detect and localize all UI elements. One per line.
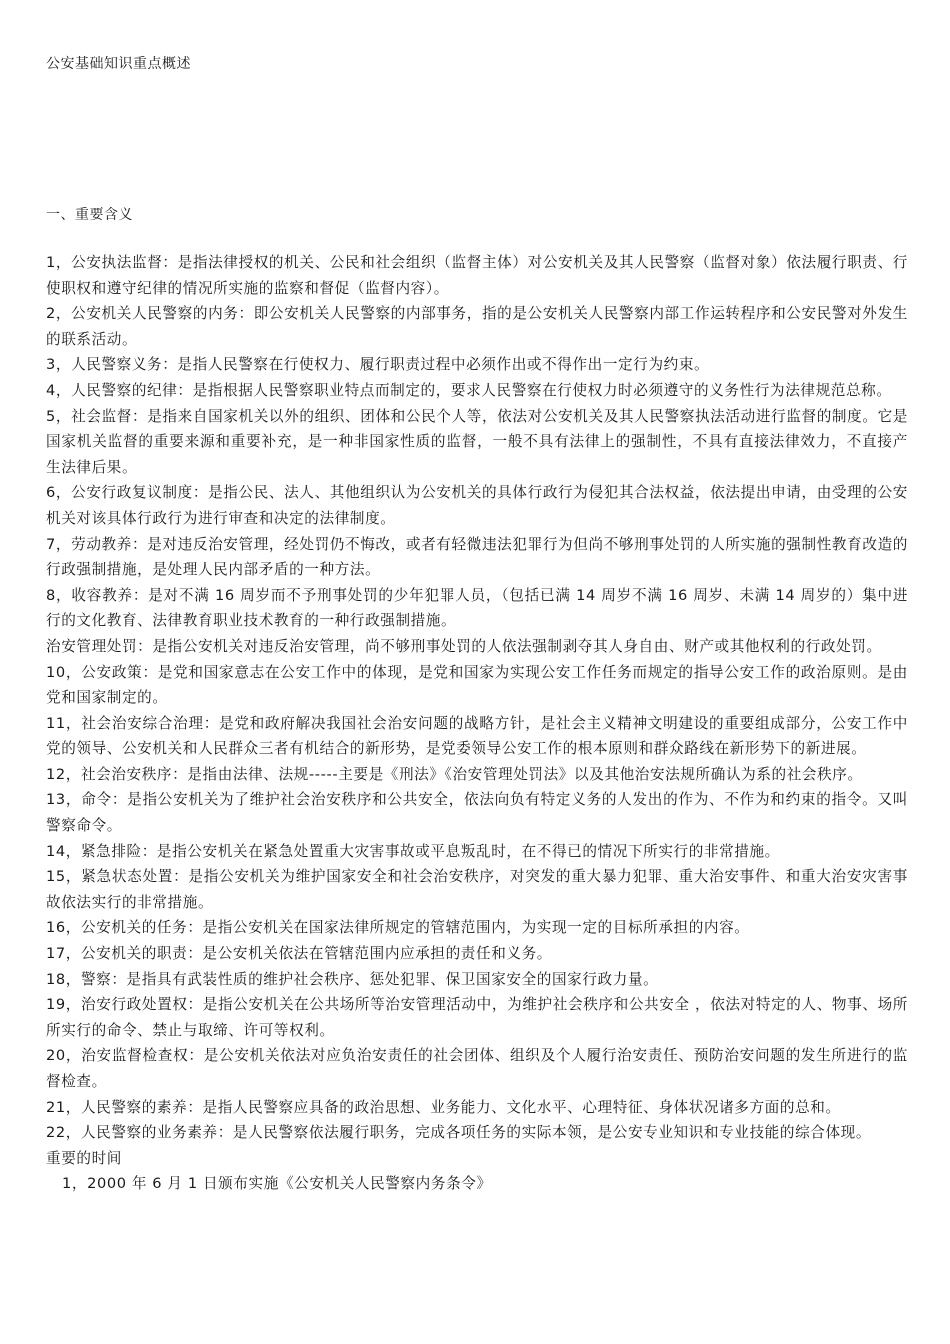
definition-entry: 4，人民警察的纪律：是指根据人民警察职业特点而制定的，要求人民警察在行使权力时必须遵守的义务性行为法律规范总称。 <box>46 381 892 399</box>
times-heading: 重要的时间 <box>46 1149 122 1167</box>
document-title: 公安基础知识重点概述 <box>46 56 191 72</box>
definition-entry: 5，社会监督：是指来自国家机关以外的组织、团体和公民个人等，依法对公安机关及其人民警察执法活动进行监督的制度。它是国家机关监督的重要来源和重要补充，是一种非国家性质的监督，一般不具有法律上的强制性，不具有直接法律效力，不直接产生法律后果。 <box>46 407 908 476</box>
definition-entry: 10，公安政策：是党和国家意志在公安工作中的体现，是党和国家为实现公安工作任务而规定的指导公安工作的政治原则。是由党和国家制定的。 <box>46 663 908 707</box>
definition-entry: 8，收容教养：是对不满 16 周岁而不予刑事处罚的少年犯罪人员，（包括已满 14 周岁不满 16 周岁、未满 14 周岁的）集中进行的文化教育、法律教育职业技术教育的一种行政强制措施。 <box>46 586 908 630</box>
definition-entry: 3，人民警察义务：是指人民警察在行使权力、履行职责过程中必须作出或不得作出一定行为约束。 <box>46 356 710 374</box>
definition-entry: 11，社会治安综合治理：是党和政府解决我国社会治安问题的战略方针，是社会主义精神文明建设的重要组成部分，公安工作中党的领导、公安机关和人民群众三者有机结合的新形势，是党委领导公安工作的根本原则和群众路线在新形势下的新进展。 <box>46 714 908 758</box>
definition-entry: 14，紧急排险：是指公安机关在紧急处置重大灾害事故或平息叛乱时，在不得已的情况下所实行的非常措施。 <box>46 842 780 860</box>
definition-entry: 7，劳动教养：是对违反治安管理，经处罚仍不悔改，或者有轻微违法犯罪行为但尚不够刑事处罚的人所实施的强制性教育改造的行政强制措施，是处理人民内部矛盾的一种方法。 <box>46 535 908 579</box>
definition-entry: 12，社会治安秩序：是指由法律、法规-----主要是《刑法》《治安管理处罚法》以及其他治安法规所确认为系的社会秩序。 <box>46 765 863 783</box>
definition-entry: 15，紧急状态处置：是指公安机关为维护国家安全和社会治安秩序，对突发的重大暴力犯罪、重大治安事件、和重大治安灾害事故依法实行的非常措施。 <box>46 868 908 911</box>
definition-entry: 21，人民警察的素养：是指人民警察应具备的政治思想、业务能力、文化水平、心理特征、身体状况诸多方面的总和。 <box>46 1098 841 1116</box>
definition-entry: 19，治安行政处置权：是指公安机关在公共场所等治安管理活动中，为维护社会秩序和公共安全 ，依法对特定的人、物事、场所所实行的命令、禁止与取缔、许可等权利。 <box>46 996 908 1039</box>
definition-entry: 17，公安机关的职责：是公安机关依法在管辖范围内应承担的责任和义务。 <box>46 945 552 963</box>
time-item: 1，2000 年 6 月 1 日颁布实施《公安机关人民警察内务条令》 <box>62 1175 492 1193</box>
definition-entry: 22，人民警察的业务素养：是人民警察依法履行职务，完成各项任务的实际本领，是公安专业知识和专业技能的综合体现。 <box>46 1124 872 1142</box>
definition-entry: 13，命令：是指公安机关为了维护社会治安秩序和公共安全，依法向负有特定义务的人发出的作为、不作为和约束的指令。又叫警察命令。 <box>46 791 908 835</box>
definition-entry: 20，治安监督检查权：是公安机关依法对应负治安责任的社会团体、组织及个人履行治安责任、预防治安问题的发生所进行的监督检查。 <box>46 1047 908 1090</box>
definition-entry: 6，公安行政复议制度：是指公民、法人、其他组织认为公安机关的具体行政行为侵犯其合法权益，依法提出申请，由受理的公安机关对该具体行政行为进行审查和决定的法律制度。 <box>46 484 908 527</box>
definition-entry: 16，公安机关的任务：是指公安机关在国家法律所规定的管辖范围内，为实现一定的目标所承担的内容。 <box>46 919 750 937</box>
definitions-list <box>46 250 908 1197</box>
definition-entry: 治安管理处罚：是指公安机关对违反治安管理，尚不够刑事处罚的人依法强制剥夺其人身自由、财产或其他权利的行政处罚。 <box>46 637 882 655</box>
definition-entry: 18，警察：是指具有武装性质的维护社会秩序、惩处犯罪、保卫国家安全的国家行政力量。 <box>46 970 659 988</box>
definition-entry: 1，公安执法监督：是指法律授权的机关、公民和社会组织（监督主体）对公安机关及其人民警察（监督对象）依法履行职责、行使职权和遵守纪律的情况所实施的监察和督促（监督内容）。 <box>46 254 908 297</box>
definition-entry: 2，公安机关人民警察的内务：即公安机关人民警察的内部事务，指的是公安机关人民警察内部工作运转程序和公安民警对外发生的联系活动。 <box>46 305 908 348</box>
section-heading: 一、重要含义 <box>46 207 133 223</box>
